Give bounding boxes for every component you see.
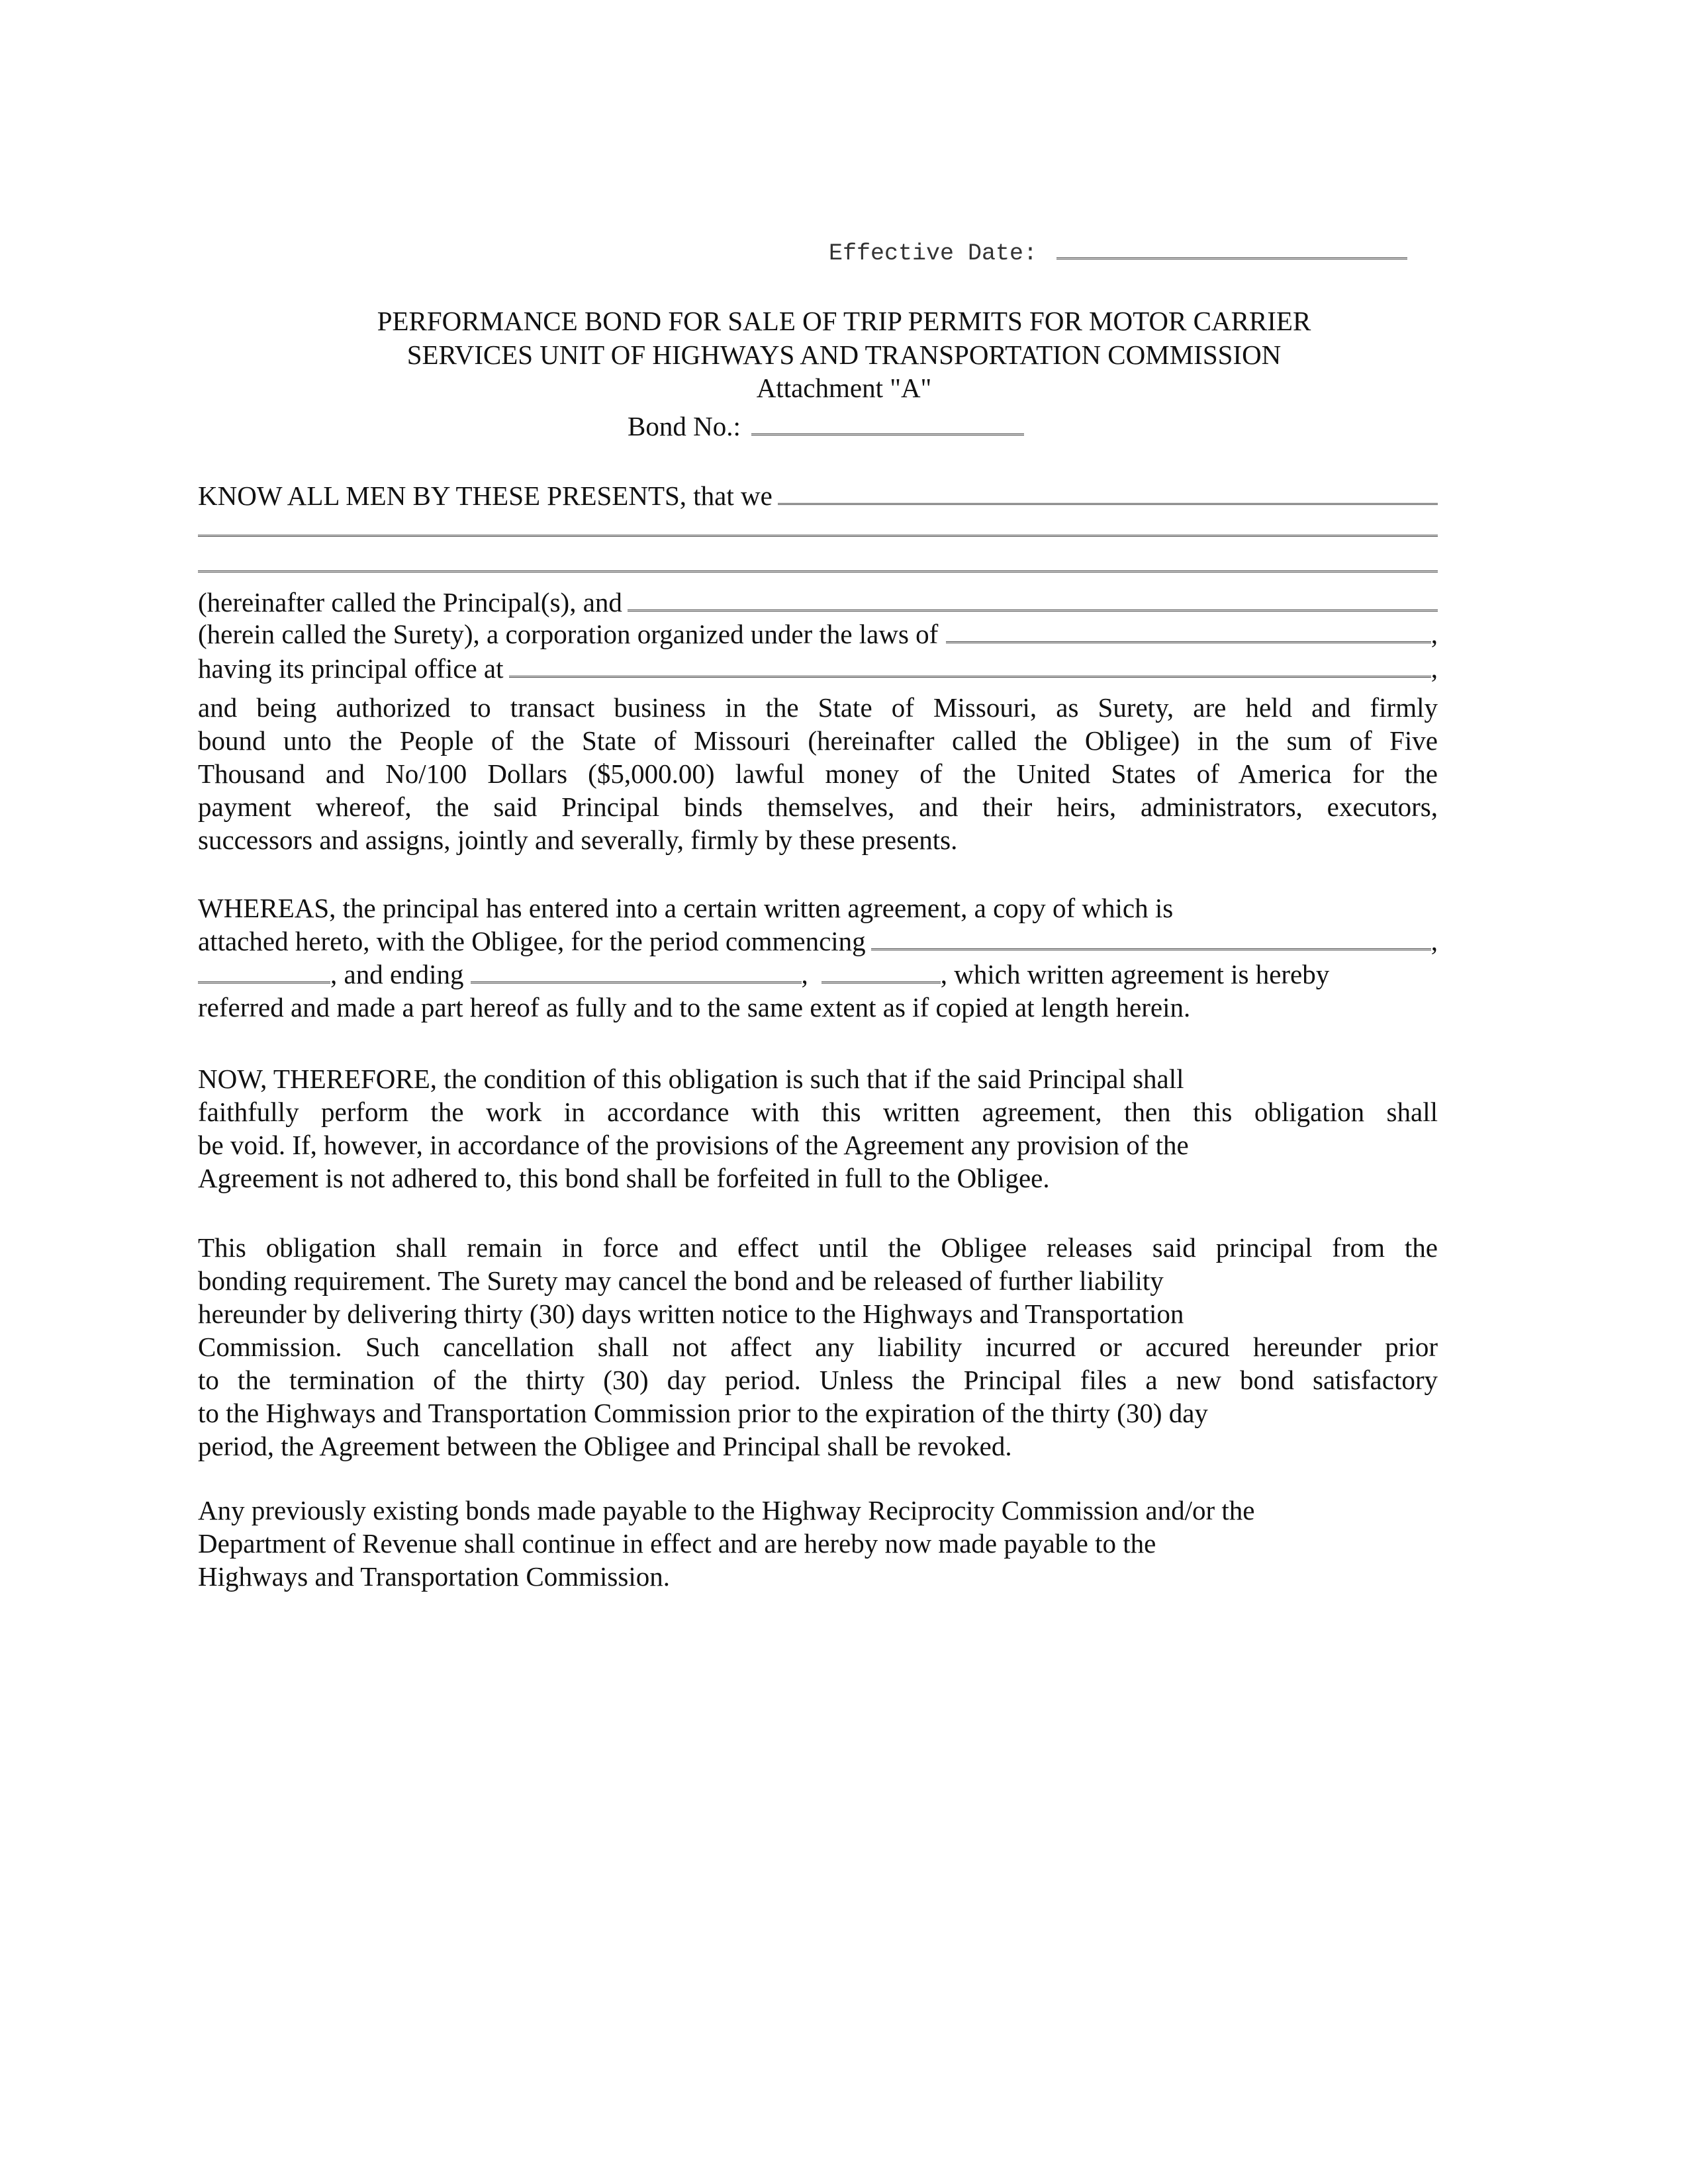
bond-no-label: Bond No.: [628, 411, 741, 441]
principal-name-field-1[interactable] [778, 483, 1438, 505]
text-line: WHEREAS, the principal has entered into a certain written agreement, a copy of which is [198, 893, 1174, 923]
title-line-2: SERVICES UNIT OF HIGHWAYS AND TRANSPORTATION COMMISSION [406, 340, 1282, 370]
which-text: , which written agreement is hereby [940, 959, 1330, 989]
ending-row [198, 958, 1438, 991]
surety-name-field[interactable] [628, 590, 1438, 612]
text-line: Agreement is not adhered to, this bond shall be forfeited in full to the Obligee. [198, 1163, 1050, 1193]
effective-date-row [829, 237, 1438, 270]
comma: , [1430, 653, 1438, 684]
principal-text: (hereinafter called the Principal(s), and [198, 587, 622, 617]
effective-date-field[interactable] [1056, 238, 1407, 259]
office-address-field[interactable] [509, 656, 1431, 678]
know-all-row [198, 479, 1438, 512]
commencing-year-field[interactable] [198, 962, 330, 983]
effective-date-label: Effective Date: [829, 240, 1038, 267]
text-line: and being authorized to transact business in the State of Missouri, as Surety, are held and firmly [198, 692, 1438, 723]
office-row [198, 652, 1438, 685]
ending-date-field[interactable] [471, 962, 802, 983]
ending-year-field[interactable] [821, 962, 941, 983]
text-line: period, the Agreement between the Obligee and Principal shall be revoked. [198, 1431, 1012, 1461]
text-line: referred and made a part hereof as fully and to the same extent as if copied at length herein. [198, 992, 1191, 1023]
know-all-text: KNOW ALL MEN BY THESE PRESENTS, that we [198, 480, 773, 511]
text-line: hereunder by delivering thirty (30) days written notice to the Highways and Transportation [198, 1298, 1184, 1329]
text-line: Any previously existing bonds made payable to the Highway Reciprocity Commission and/or the [198, 1495, 1255, 1525]
surety-state-field[interactable] [946, 621, 1430, 643]
principal-name-field-2[interactable] [198, 535, 1438, 537]
text-line: successors and assigns, jointly and severally, firmly by these presents. [198, 825, 958, 855]
bond-no-row [628, 410, 1091, 443]
text-line: Department of Revenue shall continue in effect and are hereby now made payable to the [198, 1528, 1156, 1559]
surety-row [198, 617, 1438, 651]
text-line: to the termination of the thirty (30) day period. Unless the Principal files a new bond satisfactory [198, 1365, 1438, 1395]
text-line: Highways and Transportation Commission. [198, 1561, 670, 1592]
comma: , [801, 959, 808, 989]
text-line: be void. If, however, in accordance of the provisions of the Agreement any provision of the [198, 1130, 1189, 1160]
text-line: bound unto the People of the State of Missouri (hereinafter called the Obligee) in the sum of Five [198, 725, 1438, 756]
text-line: faithfully perform the work in accordance with this written agreement, then this obligation shall [198, 1097, 1438, 1127]
and-ending-text: , and ending [330, 959, 464, 989]
comma: , [1430, 926, 1438, 956]
text-line: NOW, THEREFORE, the condition of this obligation is such that if the said Principal shall [198, 1064, 1184, 1094]
principal-row [198, 586, 1438, 619]
title-line-1: PERFORMANCE BOND FOR SALE OF TRIP PERMITS FOR MOTOR CARRIER [377, 306, 1311, 336]
text-line: Commission. Such cancellation shall not affect any liability incurred or accured hereunder prior [198, 1332, 1438, 1362]
bond-no-field[interactable] [751, 414, 1024, 435]
text-line: This obligation shall remain in force and effect until the Obligee releases said principal from the [198, 1232, 1438, 1263]
surety-text: (herein called the Surety), a corporation organized under the laws of [198, 619, 939, 649]
commencing-date-field[interactable] [871, 929, 1431, 950]
commencing-row [198, 925, 1438, 958]
principal-name-field-3[interactable] [198, 570, 1438, 572]
comma: , [1430, 619, 1438, 649]
text-line: Thousand and No/100 Dollars ($5,000.00) lawful money of the United States of America for the [198, 758, 1438, 789]
attachment-label: Attachment "A" [756, 373, 932, 403]
text-line: to the Highways and Transportation Commission prior to the expiration of the thirty (30) day [198, 1398, 1208, 1428]
text-line: bonding requirement. The Surety may cancel the bond and be released of further liability [198, 1265, 1164, 1296]
text-line: payment whereof, the said Principal binds themselves, and their heirs, administrators, executors, [198, 792, 1438, 822]
commencing-text: attached hereto, with the Obligee, for the period commencing [198, 926, 866, 956]
office-text: having its principal office at [198, 653, 504, 684]
